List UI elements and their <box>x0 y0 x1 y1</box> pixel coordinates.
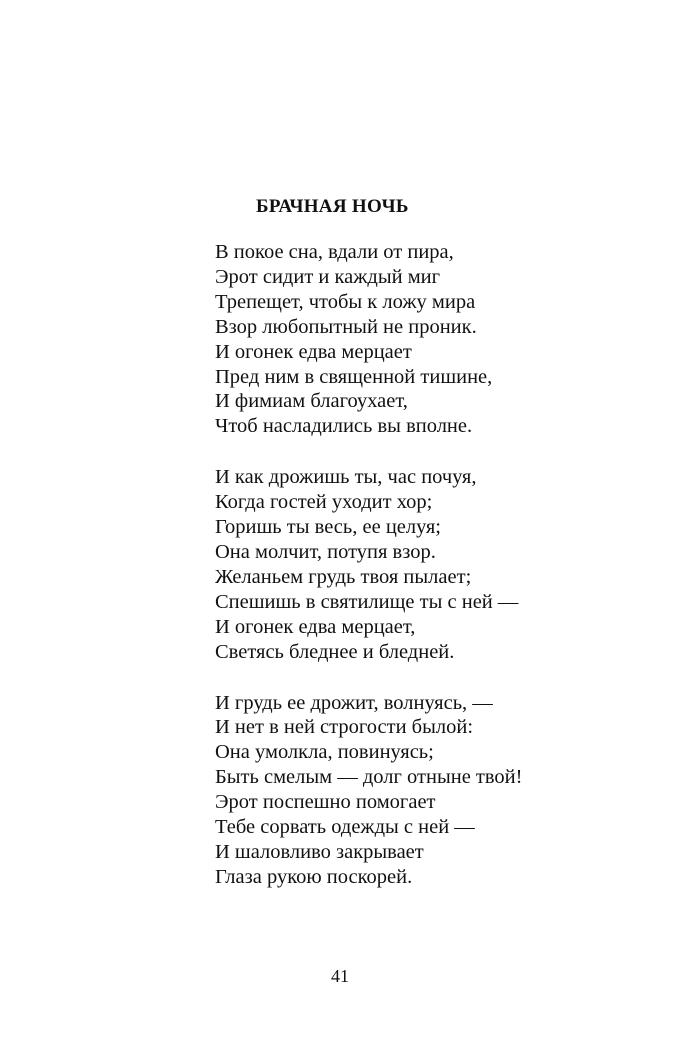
poem-line: И грудь ее дрожит, волнуясь, — <box>215 691 493 714</box>
poem-line: И шаловливо закрывает <box>215 840 424 863</box>
poem-line: Она умолкла, повинуясь; <box>215 741 434 764</box>
stanza-3 <box>215 691 575 890</box>
poem-line: Эрот сидит и каждый миг <box>215 265 441 288</box>
poem-body <box>215 240 575 916</box>
poem-line: Желаньем грудь твоя пылает; <box>215 565 472 588</box>
stanza-2 <box>215 465 575 664</box>
poem-line: Спешишь в святилище ты с ней — <box>215 590 519 613</box>
poem-line: И нет в ней строгости былой: <box>215 716 474 739</box>
poem-line: И огонек едва мерцает <box>215 340 412 363</box>
poem-line: Она молчит, потупя взор. <box>215 540 436 563</box>
poem-line: Когда гостей уходит хор; <box>215 491 433 514</box>
poem-line: Эрот поспешно помогает <box>215 791 436 814</box>
poem-line: Глаза рукою поскорей. <box>215 865 413 888</box>
poem-line: Горишь ты весь, ее целуя; <box>215 516 441 539</box>
poem-line: Тебе сорвать одежды с ней — <box>215 816 475 839</box>
poem-line: Взор любопытный не проник. <box>215 315 477 338</box>
poem-line: И фимиам благоухает, <box>215 390 408 413</box>
poem-line: Трепещет, чтобы к ложу мира <box>215 290 476 313</box>
poem-line: И огонек едва мерцает, <box>215 615 416 638</box>
poem-line: Пред ним в священной тишине, <box>215 365 493 388</box>
poem-line: Чтоб насладились вы вполне. <box>215 415 473 438</box>
stanza-1 <box>215 240 575 439</box>
poem-title: БРАЧНАЯ НОЧЬ <box>256 196 409 217</box>
poem-line: Светясь бледнее и бледней. <box>215 640 455 663</box>
poem-line: В покое сна, вдали от пира, <box>215 241 454 263</box>
poem-line: Быть смелым — долг отныне твой! <box>215 766 523 789</box>
page-number: 41 <box>331 966 349 986</box>
poem-line: И как дрожишь ты, час почуя, <box>215 466 477 489</box>
